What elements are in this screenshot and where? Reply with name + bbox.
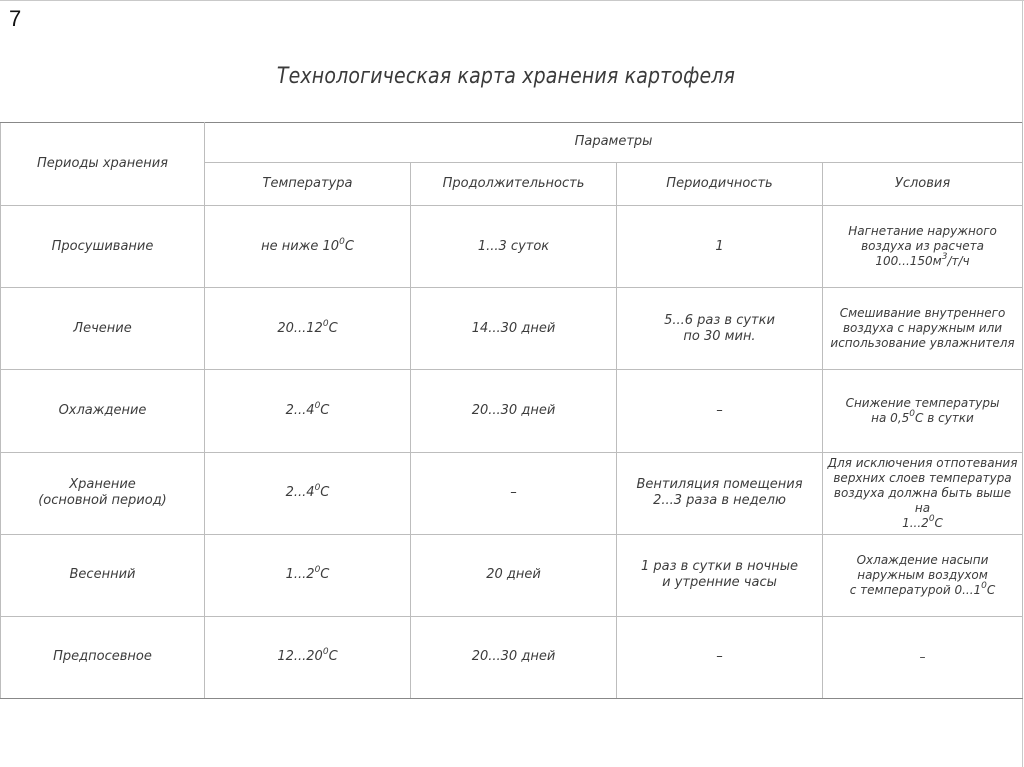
duration-text: 14...30 дней	[471, 320, 556, 336]
conditions-last-text: 1...2	[902, 515, 929, 530]
conditions-line-last	[846, 408, 1000, 426]
table-row	[1, 288, 1023, 370]
conditions-line: Снижение температуры	[845, 395, 1000, 410]
duration-text: 20 дней	[486, 567, 541, 583]
cell-frequency	[617, 452, 823, 534]
conditions-line: воздуха должна быть выше на	[833, 485, 1012, 515]
temperature-unit: С	[344, 238, 354, 254]
cell-duration	[411, 288, 617, 370]
degree-mark: 0	[322, 318, 329, 329]
cell-frequency	[617, 534, 823, 616]
header-parameters: Параметры	[205, 123, 1023, 163]
header-row-top	[1, 123, 1023, 163]
cell-temperature	[205, 534, 411, 616]
conditions-suffix: С	[934, 515, 943, 530]
temperature-unit: С	[320, 485, 330, 500]
conditions-text	[920, 650, 926, 665]
conditions-text	[827, 456, 1018, 531]
frequency-text: 5...6 раз в сутки по 30 мин.	[664, 312, 775, 344]
temperature-unit: С	[320, 402, 330, 418]
period-text: Хранение (основной период)	[38, 476, 167, 509]
conditions-text	[848, 224, 997, 269]
cell-frequency	[617, 288, 823, 370]
temperature-value: 2...4	[285, 402, 315, 418]
cell-period	[1, 452, 205, 534]
frequency-text: –	[716, 402, 723, 418]
cell-period	[1, 206, 205, 288]
cell-duration	[411, 370, 617, 452]
temperature-value: 2...4	[285, 485, 315, 500]
table-row	[1, 452, 1023, 534]
period-text: Просушивание	[51, 238, 154, 254]
duration-text: –	[510, 485, 517, 500]
cell-period	[1, 534, 205, 616]
superscript-mark: 3	[941, 252, 948, 263]
degree-mark: 0	[314, 565, 321, 576]
cell-duration	[411, 616, 617, 698]
storage-map-table	[0, 122, 1023, 699]
temperature-value: 1...2	[285, 567, 315, 583]
conditions-line-last	[848, 254, 997, 269]
cell-period	[1, 288, 205, 370]
header-periods: Периоды хранения	[1, 123, 205, 206]
cell-period	[1, 616, 205, 698]
document-title: Технологическая карта хранения картофеля	[276, 64, 736, 89]
conditions-line: верхних слоев температура	[833, 470, 1012, 485]
period-text: Лечение	[73, 320, 132, 336]
duration-text: 20...30 дней	[471, 649, 556, 665]
conditions-last-text: на 0,5	[871, 410, 910, 425]
temperature-value: 12...20	[277, 649, 323, 665]
period-text: Предпосевное	[53, 649, 152, 665]
top-border-line	[0, 0, 1024, 1]
cell-conditions	[823, 370, 1023, 452]
period-text: Охлаждение	[58, 402, 147, 418]
degree-mark: 0	[314, 483, 321, 493]
cell-temperature	[205, 288, 411, 370]
cell-frequency	[617, 206, 823, 288]
conditions-text	[850, 553, 996, 598]
cell-conditions	[823, 616, 1023, 698]
conditions-line-last	[827, 513, 1018, 531]
cell-frequency	[617, 370, 823, 452]
conditions-suffix: С в сутки	[915, 410, 974, 425]
superscript-mark: 0	[928, 513, 935, 524]
period-text: Весенний	[69, 567, 136, 583]
conditions-line: –	[919, 649, 926, 664]
column-header-duration: Продолжительность	[411, 163, 617, 206]
degree-mark: 0	[339, 236, 345, 247]
frequency-text: 1	[715, 238, 724, 254]
frequency-text: 1 раз в сутки в ночные и утренние часы	[641, 559, 798, 591]
cell-temperature	[205, 616, 411, 698]
temperature-unit: С	[328, 649, 338, 665]
cell-temperature	[205, 370, 411, 452]
duration-text: 1...3 суток	[477, 238, 550, 254]
conditions-text	[830, 306, 1014, 351]
conditions-line: наружным воздухом	[857, 567, 988, 582]
page-number: 7	[9, 6, 22, 31]
conditions-line: воздуха из расчета	[861, 239, 984, 254]
conditions-last-text: с температурой 0...1	[849, 582, 982, 597]
frequency-text: –	[716, 649, 723, 665]
table-body	[1, 206, 1023, 699]
conditions-suffix: /т/ч	[947, 254, 970, 269]
degree-mark: 0	[322, 647, 329, 658]
cell-frequency	[617, 616, 823, 698]
cell-temperature	[205, 452, 411, 534]
duration-text: 20...30 дней	[471, 402, 556, 418]
temperature-unit: С	[320, 567, 330, 583]
conditions-line: Нагнетание наружного	[848, 224, 997, 239]
temperature-value: 20...12	[277, 320, 323, 336]
temperature-value: не ниже 10	[261, 238, 340, 254]
cell-conditions	[823, 452, 1023, 534]
conditions-suffix: С	[986, 582, 996, 597]
temperature-unit: С	[328, 320, 338, 336]
cell-duration	[411, 206, 617, 288]
conditions-line: Смешивание внутреннего	[839, 306, 1006, 321]
conditions-line: Для исключения отпотевания	[827, 455, 1018, 470]
degree-mark: 0	[314, 400, 321, 411]
cell-conditions	[823, 206, 1023, 288]
table-row	[1, 534, 1023, 616]
conditions-line: использование увлажнителя	[830, 336, 1015, 351]
cell-conditions	[823, 534, 1023, 616]
cell-duration	[411, 534, 617, 616]
conditions-text	[846, 396, 1000, 426]
table-row	[1, 370, 1023, 452]
conditions-line: воздуха с наружным или	[842, 321, 1003, 336]
column-header-conditions: Условия	[823, 163, 1023, 206]
cell-temperature	[205, 206, 411, 288]
column-header-temperature: Температура	[205, 163, 411, 206]
table-row	[1, 206, 1023, 288]
cell-duration	[411, 452, 617, 534]
superscript-mark: 0	[909, 408, 916, 419]
table-row	[1, 616, 1023, 698]
conditions-line-last	[849, 580, 996, 598]
cell-conditions	[823, 288, 1023, 370]
superscript-mark: 0	[981, 580, 987, 591]
frequency-text: Вентиляция помещения 2...3 раза в неделю	[636, 476, 803, 509]
conditions-line: Охлаждение насыпи	[856, 552, 989, 567]
cell-period	[1, 370, 205, 452]
conditions-last-text: 100...150м	[875, 254, 942, 269]
column-header-frequency: Периодичность	[617, 163, 823, 206]
